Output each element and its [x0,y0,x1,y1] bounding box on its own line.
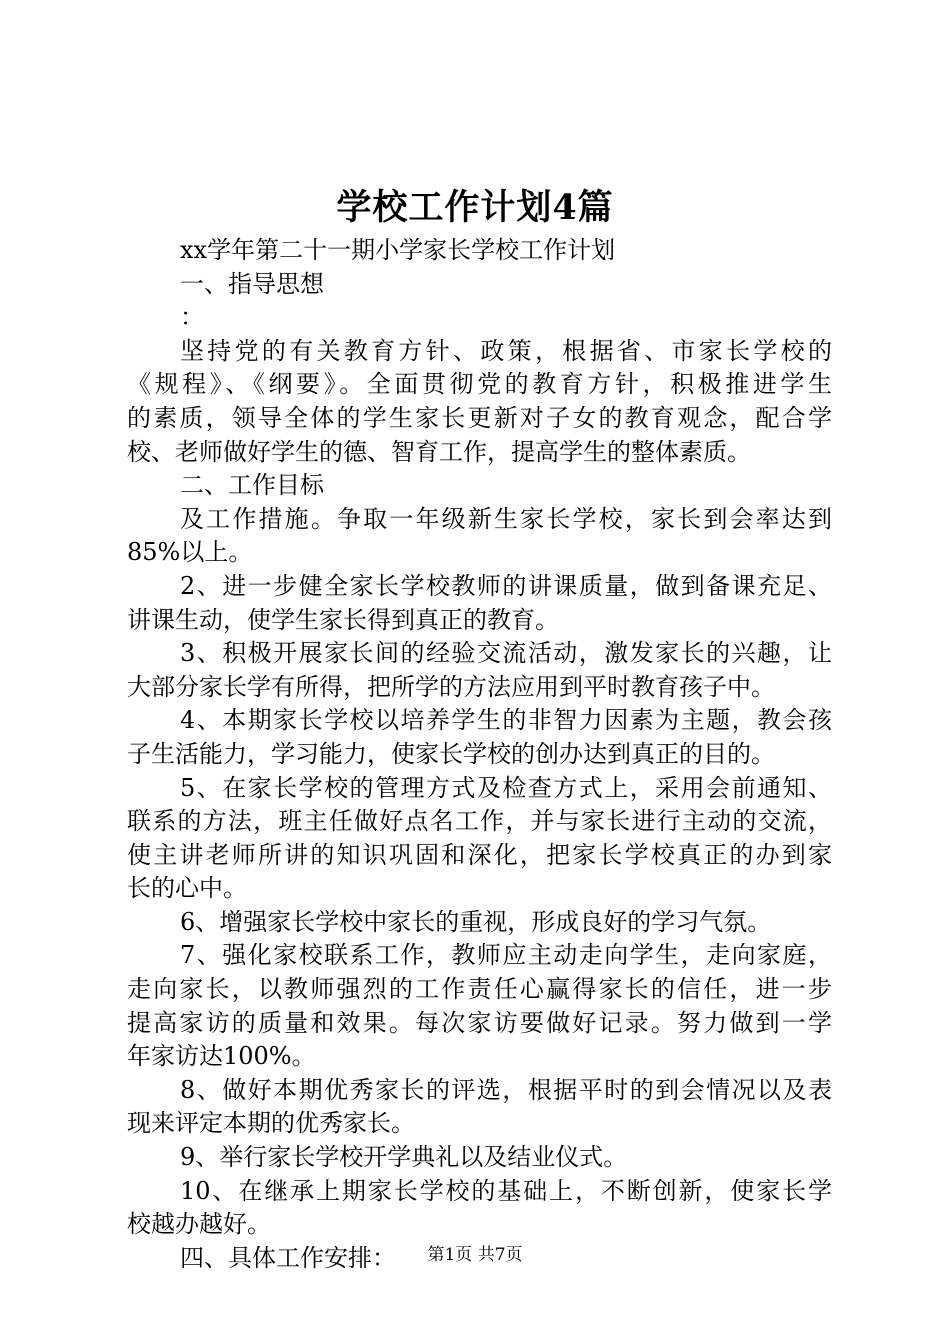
paragraph-line: 8、做好本期优秀家长的评选，根据平时的到会情况以及表 [180,1075,832,1104]
paragraph-line: 联系的方法，班主任做好点名工作，并与家长进行主动的交流， [127,807,832,836]
document-title: 学校工作计划4篇 [336,187,614,228]
document-body [127,234,832,1275]
paragraph-line: 5、在家长学校的管理方式及检查方式上，采用会前通知、 [180,773,832,802]
paragraph-line: 校越办越好。 [127,1210,271,1239]
paragraph-line: 二、工作目标 [180,471,324,500]
paragraph-line: 讲课生动，使学生家长得到真正的教育。 [127,605,559,634]
paragraph-line: 《规程》、《纲要》。全面贯彻党的教育方针，积极推进学生 [127,370,832,399]
paragraph-line: xx学年第二十一期小学家长学校工作计划 [180,236,616,264]
paragraph-line: 子生活能力，学习能力，使家长学校的创办达到真正的目的。 [127,739,775,768]
paragraph-line: 大部分家长学有所得，把所学的方法应用到平时教育孩子中。 [127,672,775,701]
paragraph-line: 走向家长，以教师强烈的工作责任心赢得家长的信任，进一步 [127,975,832,1004]
paragraph-line: 年家访达100%。 [127,1042,316,1071]
paragraph-line: 85%以上。 [127,538,253,567]
paragraph-line: 9、举行家长学校开学典礼以及结业仪式。 [180,1143,628,1172]
paragraph-line: ： [180,303,204,332]
paragraph-line: 一、指导思想 [180,269,324,298]
paragraph-line: 提高家访的质量和效果。每次家访要做好记录。努力做到一学 [127,1008,832,1037]
paragraph-line: 6、增强家长学校中家长的重视，形成良好的学习气氛。 [180,907,772,936]
paragraph-line: 的素质，领导全体的学生家长更新对子女的教育观念，配合学 [127,403,832,432]
paragraph-line: 长的心中。 [127,874,247,903]
paragraph-line: 3、积极开展家长间的经验交流活动，激发家长的兴趣，让 [180,639,832,668]
paragraph-line: 坚持党的有关教育方针、政策，根据省、市家长学校的 [180,336,832,365]
page-footer: 第1页 共7页 [427,1245,523,1265]
paragraph-line: 使主讲老师所讲的知识巩固和深化，把家长学校真正的办到家 [127,840,832,869]
paragraph-line: 2、进一步健全家长学校教师的讲课质量，做到备课充足、 [180,571,832,600]
paragraph-line: 及工作措施。争取一年级新生家长学校，家长到会率达到 [180,504,832,533]
paragraph-line: 校、老师做好学生的德、智育工作，提高学生的整体素质。 [127,437,751,466]
paragraph-line: 四、具体工作安排： [180,1243,396,1272]
paragraph-line: 4、本期家长学校以培养学生的非智力因素为主题，教会孩 [180,706,832,735]
paragraph-line: 10、在继承上期家长学校的基础上，不断创新，使家长学 [180,1176,832,1205]
paragraph-line: 7、强化家校联系工作，教师应主动走向学生，走向家庭， [180,941,832,970]
paragraph-line: 现来评定本期的优秀家长。 [127,1109,415,1138]
